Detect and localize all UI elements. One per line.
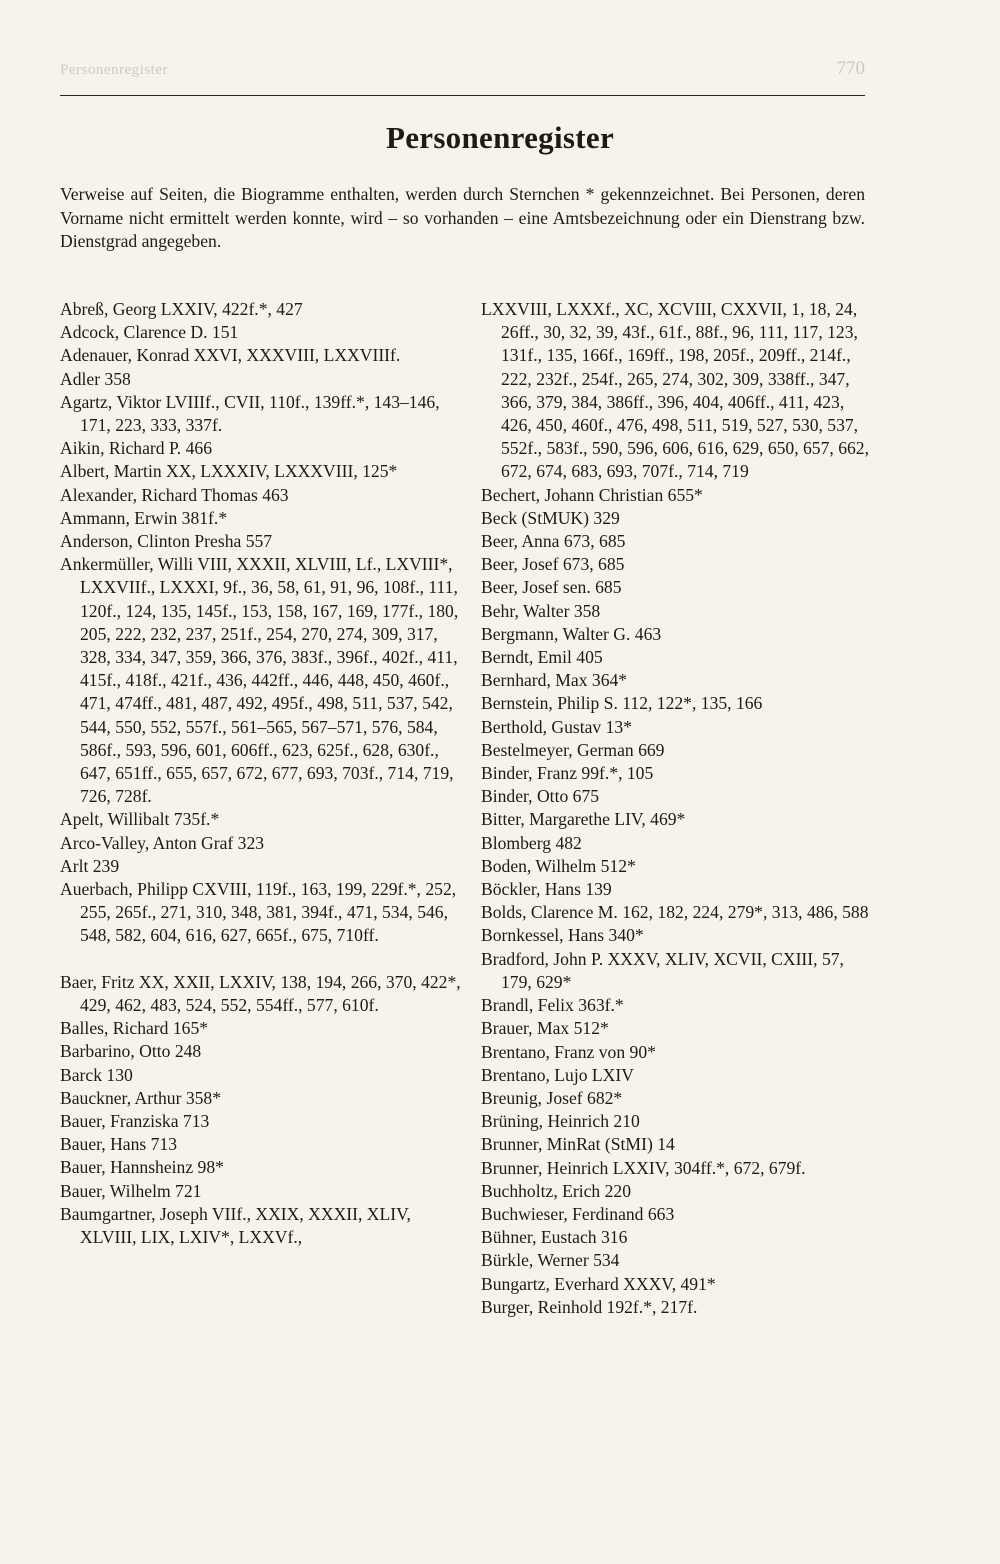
index-entry: Alexander, Richard Thomas 463 [60,484,289,505]
index-entry: Brüning, Heinrich 210 [481,1111,640,1132]
index-entry: Bungartz, Everhard XXXV, 491* [481,1273,716,1294]
index-entry: Agartz, Viktor LVIIIf., CVII, 110f., 139ff.*, 143–146, 171, 223, 333, 337f. [60,391,440,436]
index-entry: Baumgartner, Joseph VIIf., XXIX, XXXII, XLIV, XLVIII, LIX, LXIV*, LXXVf., [60,1203,411,1247]
index-entry: Beer, Anna 673, 685 [481,531,626,552]
page-number: 770 [836,58,865,79]
index-entry: Buchholtz, Erich 220 [481,1180,632,1201]
index-entry: Bühner, Eustach 316 [481,1227,628,1248]
running-head: Personenregister [60,62,168,78]
index-entry: Blomberg 482 [481,832,582,853]
index-entry: Berndt, Emil 405 [481,647,603,668]
index-entry: Bolds, Clarence M. 162, 182, 224, 279*, 313, 486, 588 [481,902,869,923]
index-entry: Bitter, Margarethe LIV, 469* [481,809,686,830]
index-entry: Adcock, Clarence D. 151 [60,322,239,343]
index-entry: Arco-Valley, Anton Graf 323 [60,832,265,853]
index-entry: Bauer, Franziska 713 [60,1110,210,1131]
index-entry: Barck 130 [60,1064,133,1085]
index-entry: Brandl, Felix 363f.* [481,995,624,1016]
index-entry: Buchwieser, Ferdinand 663 [481,1203,675,1224]
index-entry: Brentano, Lujo LXIV [481,1064,634,1085]
index-entry: Barbarino, Otto 248 [60,1041,202,1062]
index-column-right [481,298,871,1319]
index-entry: Auerbach, Philipp CXVIII, 119f., 163, 199, 229f.*, 252, 255, 265f., 271, 310, 348, 381, 394f., 471, 534, 546, 548, 582, 604, 616, 627, 665f., 675, 710ff. [60,879,457,946]
index-entry: Bauer, Wilhelm 721 [60,1180,202,1201]
index-entry: Binder, Otto 675 [481,786,600,807]
index-entry: Berthold, Gustav 13* [481,716,632,737]
index-entry: Bernstein, Philip S. 112, 122*, 135, 166 [481,693,763,714]
index-entry: Ammann, Erwin 381f.* [60,507,228,528]
index-entry: Bürkle, Werner 534 [481,1250,620,1271]
index-entry: Brentano, Franz von 90* [481,1041,656,1062]
index-entry: LXXVIII, LXXXf., XC, XCVIII, CXXVII, 1, 18, 24, 26ff., 30, 32, 39, 43f., 61f., 88f., 96, 111, 117, 123, 131f., 135, 166f., 169ff., 198, 205f., 209ff., 214f., 222, 232f., 254f., 265, 274, 302, 309, 338ff., 347, 366, 379, 384, 386ff., 396, 404, 406ff., 411, 423, 426, 450, 460f., 476, 498, 511, 519, 527, 530, 537, 552f., 583f., 590, 596, 606, 616, 629, 650, 657, 662, 672, 674, 683, 693, 707f., 714, 719 [481,299,869,482]
index-entry: Brunner, MinRat (StMI) 14 [481,1134,675,1155]
index-entry: Baer, Fritz XX, XXII, LXXIV, 138, 194, 266, 370, 422*, 429, 462, 483, 524, 552, 554ff., 577, 610f. [60,971,461,1015]
index-entry: Bauer, Hannsheinz 98* [60,1157,224,1178]
index-entry: Bechert, Johann Christian 655* [481,484,703,505]
index-entry: Balles, Richard 165* [60,1018,209,1039]
index-entry: Albert, Martin XX, LXXXIV, LXXXVIII, 125* [60,461,398,482]
index-entry: Aikin, Richard P. 466 [60,438,212,459]
index-entry: Beer, Josef sen. 685 [481,577,622,598]
intro-paragraph: Verweise auf Seiten, die Biogramme enthalten, werden durch Sternchen * gekennzeichnet. Bei Personen, deren Vorname nicht ermittelt werden konnte, wird – so vorhanden – eine Amtsbezeichnung oder ein Dienstrang bzw. Dienstgrad angegeben. [60,184,865,251]
index-entry: Brunner, Heinrich LXXIV, 304ff.*, 672, 679f. [481,1157,806,1178]
index-entry: Burger, Reinhold 192f.*, 217f. [481,1296,698,1317]
page-title: Personenregister [385,120,615,155]
index-entry: Behr, Walter 358 [481,600,601,621]
index-entry: Binder, Franz 99f.*, 105 [481,763,654,784]
index-entry: Boden, Wilhelm 512* [481,855,636,876]
index-entry: Bauer, Hans 713 [60,1134,178,1155]
index-entry: Böckler, Hans 139 [481,879,612,900]
index-entry: Anderson, Clinton Presha 557 [60,531,273,552]
index-entry: Arlt 239 [60,855,120,876]
index-entry: Bestelmeyer, German 669 [481,739,665,760]
index-entry: Bauckner, Arthur 358* [60,1087,222,1108]
index-entry: Adenauer, Konrad XXVI, XXXVIII, LXXVIIIf. [60,345,401,366]
index-entry: Breunig, Josef 682* [481,1087,623,1108]
index-entry: Beck (StMUK) 329 [481,507,620,528]
index-entry: Beer, Josef 673, 685 [481,554,625,575]
index-entry: Adler 358 [60,368,131,389]
index-entry: Bradford, John P. XXXV, XLIV, XCVII, CXIII, 57, 179, 629* [481,948,844,992]
index-column-left [60,298,470,1249]
header-rule [60,95,865,96]
index-entry: Apelt, Willibalt 735f.* [60,809,220,830]
index-entry: Bornkessel, Hans 340* [481,925,644,946]
index-entry: Ankermüller, Willi VIII, XXXII, XLVIII, Lf., LXVIII*, LXXVIIf., LXXXI, 9f., 36, 58, 61, 91, 96, 108f., 111, 120f., 124, 135, 145f., 153, 158, 167, 169, 177f., 180, 205, 222, 232, 237, 251f., 254, 270, 274, 309, 317, 328, 334, 347, 359, 366, 376, 383f., 396f., 402f., 411, 415f., 418f., 421f., 436, 442ff., 446, 448, 450, 460f., 471, 474ff., 481, 487, 492, 495f., 498, 511, 537, 542, 544, 550, 552, 557f., 561–565, 567–571, 576, 584, 586f., 593, 596, 601, 606ff., 623, 625f., 628, 630f., 647, 651ff., 655, 657, 672, 677, 693, 703f., 714, 719, 726, 728f. [60,554,459,807]
index-entry: Bergmann, Walter G. 463 [481,623,662,644]
index-entry: Abreß, Georg LXXIV, 422f.*, 427 [60,299,303,319]
index-entry: Brauer, Max 512* [481,1018,609,1039]
index-entry: Bernhard, Max 364* [481,670,628,691]
